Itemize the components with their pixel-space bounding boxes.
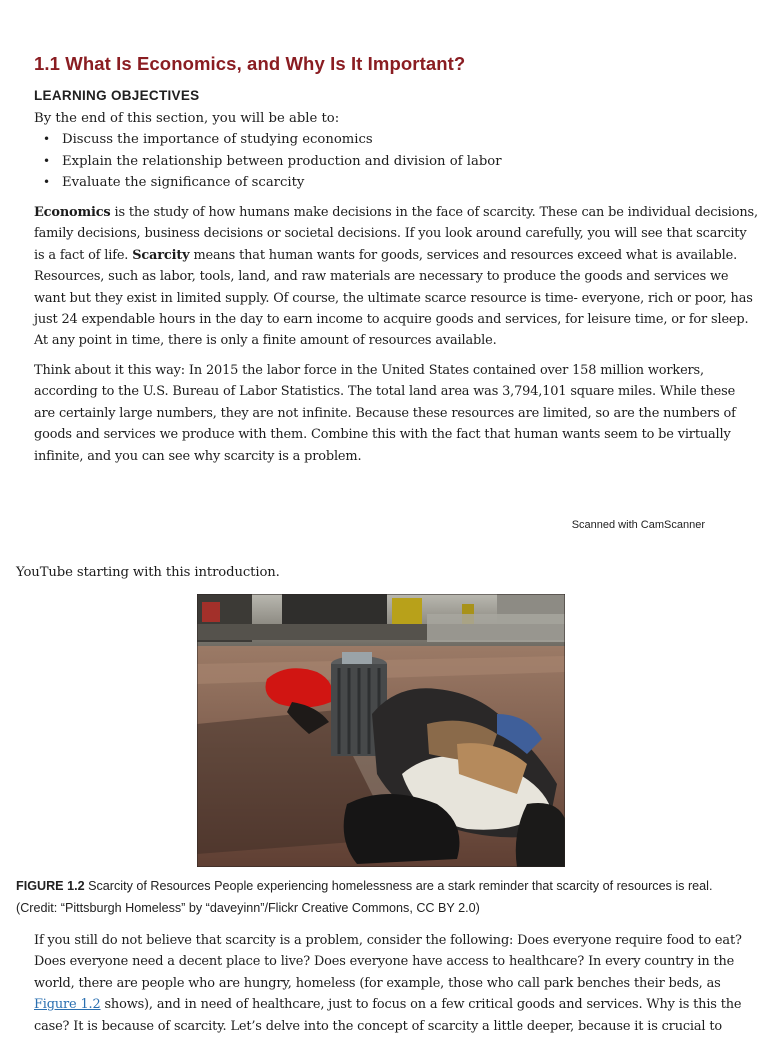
- figure-link[interactable]: Figure 1.2: [34, 997, 101, 1013]
- paragraph-text: means that human wants for goods, services and resources exceed what is available. Resources, such as labor, tools, land, and raw materials are necessary to produce the goods and services we want but they exist in limited supply. Of course, the ultimate scarce resource is time- everyone, rich or poor, has just 24 expendable hours in the day to earn income to acquire goods and services, for leisure time, or for sleep. At any point in time, there is only a finite amount of resources available.: [34, 247, 753, 349]
- objective-item: • Discuss the importance of studying economics: [34, 129, 502, 151]
- scarcity-problem-paragraph: [34, 930, 760, 1037]
- economics-term: Economics: [34, 205, 111, 220]
- figure-caption-text: People experiencing homelessness are a stark reminder that scarcity of resources is real. (Credit: “Pittsburgh Homeless” by “daveyinn”/Flickr Creative Commons, CC BY 2.0): [16, 879, 713, 915]
- learning-objectives-intro: By the end of this section, you will be able to:: [34, 111, 340, 126]
- scanner-watermark: Scanned with CamScanner: [571, 519, 705, 531]
- scarcity-term: Scarcity: [132, 247, 190, 263]
- section-heading: 1.1 What Is Economics, and Why Is It Important?: [34, 53, 466, 74]
- economics-definition-paragraph: [34, 202, 760, 352]
- youtube-intro-line: YouTube starting with this introduction.: [16, 565, 280, 580]
- figure-title: Scarcity of Resources: [88, 879, 211, 893]
- objective-item: • Evaluate the significance of scarcity: [34, 172, 502, 194]
- figure-label: FIGURE 1.2: [16, 879, 85, 893]
- paragraph-text: is the study of how humans make decisions in the face of scarcity. These can be individual decisions, family decisions, business decisions or societal decisions. If you look around carefully, you will see that scarcity is a fact of life.: [34, 205, 758, 263]
- objective-item: • Explain the relationship between production and division of labor: [34, 151, 502, 173]
- labor-force-paragraph: Think about it this way: In 2015 the labor force in the United States contained over 158 million workers, according to the U.S. Bureau of Labor Statistics. The total land area was 3,794,101 square miles. While these are certainly large numbers, they are not infinite. Because these resources are limited, so are the numbers of goods and services we produce with them. Combine this with the fact that human wants seem to be virtually infinite, and you can see why scarcity is a problem.: [34, 363, 736, 464]
- learning-objectives-list: [34, 129, 502, 194]
- learning-objectives-title: LEARNING OBJECTIVES: [34, 88, 200, 103]
- figure-caption: [16, 876, 746, 919]
- paragraph-text: If you still do not believe that scarcity is a problem, consider the following: Does everyone require food to eat? Does everyone need a decent place to live? Does everyone have access to healthcare? In every country in the world, there are people who are hungry, homeless (for example, those who call park benches their beds, as: [34, 933, 742, 991]
- homeless-photo: [197, 594, 565, 867]
- paragraph-text: shows), and in need of healthcare, just to focus on a few critical goods and services. Why is this the case? It is because of scarcity. Let’s delve into the concept of scarcity a little deeper, because it is crucial to: [34, 997, 742, 1034]
